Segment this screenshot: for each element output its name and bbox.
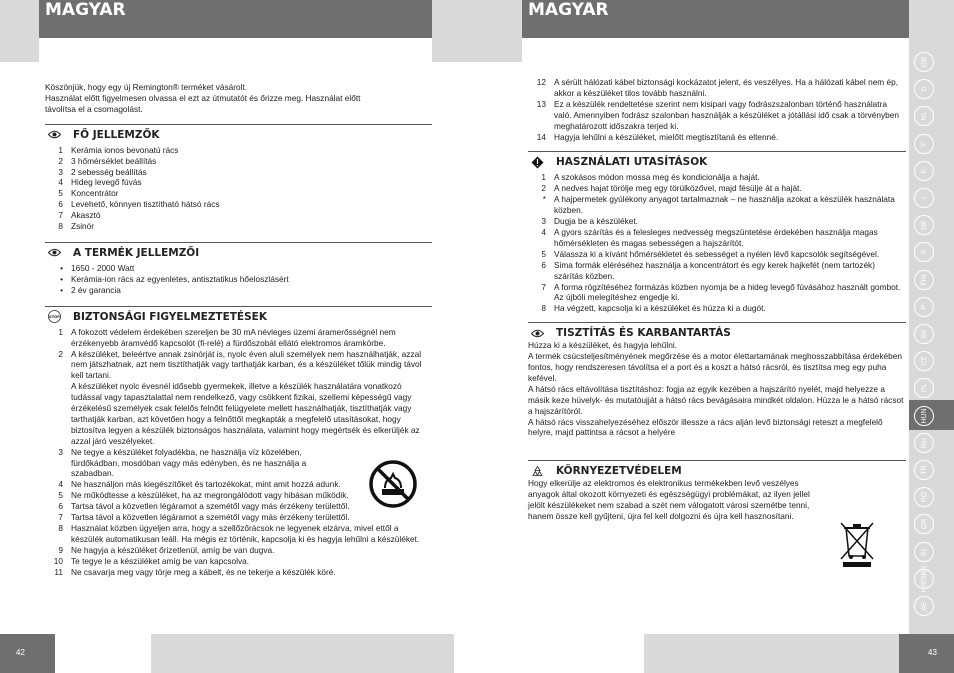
list-item xyxy=(45,156,432,167)
item-number: 10 xyxy=(53,555,63,566)
product-feature-list xyxy=(45,263,432,296)
item-text: Tartsa távol a közvetlen légáramot a szemétől vagy más érzékeny területtől. xyxy=(71,512,350,523)
item-text: 2 év garancia xyxy=(71,284,121,295)
environment-text: Hogy elkerülje az elektromos és elektronikus termékekben levő veszélyes anyagok által okozott környezeti és egészségügyi problémákat, az ilyen jellel jelölt készülékeket nem szabad a szét nem válogatott városi szemétbe tenni, hanem össze kell gyűjteni, újra fel kell dolgozni és újra kell hasznosítani. xyxy=(528,478,810,522)
list-item xyxy=(45,523,432,545)
item-text: 2 sebesség beállítás xyxy=(71,166,147,177)
item-number: 1 xyxy=(58,144,63,155)
language-tab[interactable]: P xyxy=(914,297,934,317)
language-tab[interactable]: SK xyxy=(914,324,934,344)
stop-icon xyxy=(48,310,61,323)
item-number: 9 xyxy=(58,544,63,555)
list-item xyxy=(528,260,906,282)
list-item xyxy=(45,167,432,178)
language-tab[interactable]: F xyxy=(914,134,934,154)
list-item xyxy=(45,349,432,382)
language-tab[interactable]: I xyxy=(914,188,934,208)
section-main-features xyxy=(45,124,432,232)
language-tab[interactable]: HR/SRB xyxy=(914,569,934,589)
language-tab[interactable]: GB xyxy=(914,52,934,72)
list-item xyxy=(528,77,906,99)
item-text: Sima formák eléréséhez használja a koncentrátort és egy kerek hajkefét (nem tartozék) szárítás közben. xyxy=(554,259,875,281)
item-number: 6 xyxy=(541,259,546,270)
item-text: Ne hagyja a készüléket őrizetlenül, amíg be van dugva. xyxy=(71,544,275,555)
eye-icon xyxy=(48,128,61,141)
list-item xyxy=(45,545,432,556)
list-item xyxy=(45,188,432,199)
list-item xyxy=(45,381,432,446)
item-text: Válassza ki a kívánt hőmérsékletet és sebességet a nyélen lévő kapcsolók segítségével. xyxy=(554,248,880,259)
footer-left xyxy=(0,634,55,673)
language-tab[interactable]: E xyxy=(914,161,934,181)
section-title: TISZTÍTÁS ÉS KARBANTARTÁS xyxy=(556,327,731,340)
feature-list xyxy=(45,145,432,232)
item-text: A nedves hajat törölje meg egy törülközővel, majd fésülje át a haját. xyxy=(554,183,802,194)
item-text: A készüléket nyolc évesnél idősebb gyermekek, illetve a készülék használatára vonatkozó tudással vagy tapasztalattal nem rendelkező, vagy csökkent fizikai, szellemi képességű vagy érzékelésű személyek csak felelős felnőtt felügyelete mellett használhatják, tisztíthatják vagy tarthatják karban, azt követően hogy a felnőttől megkapták a megfelelő utasításokat, hogy biztosítva legyen a készülék biztonságos használata, valamint hogy megértsék és elkerüljék az azzal járó veszélyeket. xyxy=(71,381,420,446)
list-item xyxy=(45,556,432,567)
usage-list xyxy=(528,172,906,314)
item-text: A gyors szárítás és a felesleges nedvesség megszüntetése érdekében használja magas hőmérsékleten és magas sebességen a hajszárítót. xyxy=(554,226,878,248)
item-text: Zsinór xyxy=(71,221,95,232)
header-gap-left xyxy=(39,38,432,62)
item-text: Ez a készülék rendeltetése szerint nem kisipari vagy fodrászszalonban történő használatra való. Amennyiben fodrász szalonban használják a készüléket a jótállási idő csak a törvényben meghatározott időszakra terjed ki. xyxy=(554,98,899,131)
no-water-icon xyxy=(368,459,418,514)
item-text: Koncentrátor xyxy=(71,188,119,199)
item-number: 2 xyxy=(541,183,546,194)
item-text: 1650 - 2000 Watt xyxy=(71,262,135,273)
item-number: 5 xyxy=(541,248,546,259)
footer-gap xyxy=(476,634,644,673)
item-text: Kerámia-ion rács az egyenletes, antisztatikus hőeloszlásért xyxy=(71,273,289,284)
section-title: A TERMÉK JELLEMZŐI xyxy=(73,246,200,259)
recycle-icon xyxy=(531,465,544,478)
item-text: Akasztó xyxy=(71,210,101,221)
language-tab[interactable]: RO xyxy=(914,487,934,507)
language-tab[interactable]: CZ xyxy=(914,351,934,371)
item-number: 7 xyxy=(58,210,63,221)
svg-text:STOP: STOP xyxy=(49,315,60,320)
language-tab[interactable]: RU xyxy=(914,433,934,453)
item-number: 5 xyxy=(58,490,63,501)
list-item xyxy=(45,263,432,274)
item-number: 12 xyxy=(536,77,546,87)
list-item xyxy=(528,194,906,216)
list-item xyxy=(528,99,906,132)
cleaning-text: A termék csúcsteljesítményének megőrzése és a motor élettartamának meghosszabbítása érdekében fontos, hogy rendszeresen távolítsa el a port és a koszt a hátsó rácsról, és tisztítsa meg egy puha kefével. xyxy=(528,351,903,383)
list-item xyxy=(45,210,432,221)
item-number: 6 xyxy=(58,199,63,210)
section-cleaning xyxy=(528,322,906,438)
item-text: Ne használjon más kiegészítőket és tartozékokat, mint amit hozzá adunk. xyxy=(71,479,341,490)
list-item xyxy=(45,199,432,210)
item-text: 3 hőmérséklet beállítás xyxy=(71,155,157,166)
item-number xyxy=(45,381,71,446)
item-number: 8 xyxy=(58,523,63,533)
item-text: A szokásos módon mossa meg és kondicionálja a haját. xyxy=(554,172,760,183)
language-tab[interactable]: D xyxy=(914,79,934,99)
page-header-right: MAGYAR xyxy=(522,0,909,38)
item-number: 2 xyxy=(58,155,63,166)
language-tab[interactable]: HUN xyxy=(914,406,934,426)
page-number: 43 xyxy=(928,648,937,657)
language-tab[interactable]: AE xyxy=(914,596,934,616)
list-item xyxy=(45,567,432,578)
footer-band-left xyxy=(151,634,454,673)
cleaning-text: A hátsó rács visszahelyezéséhez először illessze a rács alján levő biztonsági reteszt a megfelelő helyre, majd pattintsa a rácsot a helyére xyxy=(528,416,883,438)
item-text: A készüléket, beleértve annak zsinórját is, nyolc éven aluli személyek nem használhatják, azzal nem játszhatnak, azt nem tisztíthatják vagy tarthatják karban, és a készüléket tőlük mindig távol kell tartani. xyxy=(71,348,422,381)
list-item xyxy=(528,216,906,227)
item-number: 4 xyxy=(541,226,546,237)
page-number: 42 xyxy=(16,648,25,657)
intro-line: távolítsa el a csomagolást. xyxy=(45,103,143,114)
language-tab[interactable]: DK xyxy=(914,215,934,235)
section-title: HASZNÁLATI UTASÍTÁSOK xyxy=(556,156,708,169)
item-text: Dugja be a készüléket. xyxy=(554,216,638,227)
list-item xyxy=(528,132,906,143)
item-number: * xyxy=(542,194,546,205)
language-tab[interactable]: S xyxy=(914,242,934,262)
section-title: FŐ JELLEMZŐK xyxy=(73,128,160,141)
item-text: A sérült hálózati kábel biztonsági kockázatot jelent, és veszélyes. Ha a hálózati kábel nem ép, akkor a készüléket tilos tovább használni. xyxy=(554,77,899,98)
intro-line: Köszönjük, hogy egy új Remington® terméket vásárolt. xyxy=(45,82,248,92)
item-number: 5 xyxy=(58,188,63,199)
item-number: 13 xyxy=(536,98,546,109)
safety-list xyxy=(45,327,432,578)
item-text: Használat közben ügyeljen arra, hogy a szellőzőrácsok ne legyenek elzárva, mivel ettől a készülék automatikusan leáll. Ha mégis ez történik, kapcsolja ki és hagyja lehűlni a készüléket. xyxy=(71,523,420,544)
language-tab[interactable]: TR xyxy=(914,460,934,480)
list-item xyxy=(45,274,432,285)
item-number: • xyxy=(60,284,63,295)
language-tab[interactable]: FIN xyxy=(914,270,934,290)
item-text: A fokozott védelem érdekében szereljen be 30 mA névleges üzemi áramerősségnél nem érzékenyebb áramvédő kapcsolót (fi-relé) a fürdőszobát ellátó elektromos áramkörbe. xyxy=(71,326,396,348)
item-number: 11 xyxy=(54,566,63,577)
item-number: 1 xyxy=(58,326,63,337)
continued-safety-list xyxy=(528,77,906,142)
page-header-left: MAGYAR xyxy=(39,0,432,38)
item-text: Tartsa távol a közvetlen légáramot a szemétől vagy más érzékeny területtől. xyxy=(71,501,350,512)
item-text: Hideg levegő fúvás xyxy=(71,177,142,188)
item-text: A forma rögzítéséhez formázás közben nyomja be a hideg levegő fúvásához használt gombot. Az újbóli melegítéshez engedje ki. xyxy=(554,281,901,303)
eye-icon xyxy=(531,327,544,340)
item-number: 2 xyxy=(58,348,63,359)
language-tab[interactable]: PL xyxy=(914,378,934,398)
cleaning-text: A hátsó rács eltávolítása tisztításhoz: fogja az egyik kezében a hajszárító nyelét, majd helyezze a másik keze hüvelyk- és mutatóujját a hátsó rács bevágásaira mindkét oldalon. Húzza le a hátsó rácsot a hajszárítóról. xyxy=(528,383,904,416)
weee-bin-icon xyxy=(836,520,878,573)
item-number: 4 xyxy=(58,479,63,490)
header-gap-right xyxy=(522,38,909,62)
list-item xyxy=(528,183,906,194)
language-tab[interactable]: NL xyxy=(914,106,934,126)
list-item xyxy=(528,282,906,304)
section-product-features xyxy=(45,242,432,296)
item-text: Ne működtesse a készüléket, ha az megrongálódott vagy hibásan működik. xyxy=(71,490,349,501)
section-environment xyxy=(528,460,906,522)
section-usage xyxy=(528,151,906,314)
item-text: Ne csavarja meg vagy törje meg a kábelt, és ne tekerje a készülék köré. xyxy=(71,566,336,577)
item-number: • xyxy=(60,273,63,284)
item-text: A hajpermetek gyúlékony anyagot tartalmaznak – ne használja azokat a készülék használata közben. xyxy=(554,194,895,216)
cleaning-text: Húzza ki a készüléket, és hagyja lehűlni. xyxy=(528,340,677,351)
item-number: 4 xyxy=(58,177,63,188)
list-item xyxy=(528,172,906,183)
item-number: 8 xyxy=(58,221,63,232)
list-item xyxy=(528,249,906,260)
item-text: Kerámia ionos bevonatú rács xyxy=(71,144,179,155)
language-tab[interactable]: GR xyxy=(914,514,934,534)
item-number: • xyxy=(60,262,63,273)
footer-band-right xyxy=(644,634,899,673)
item-number: 7 xyxy=(58,512,63,523)
list-item xyxy=(528,227,906,249)
language-tab[interactable]: SL xyxy=(914,542,934,562)
section-title: KÖRNYEZETVÉDELEM xyxy=(556,465,682,478)
warning-icon xyxy=(531,156,544,169)
item-text: Te tegye le a készüléket amíg be van kapcsolva. xyxy=(71,555,250,566)
list-item xyxy=(528,303,906,314)
item-text: Ha végzett, kapcsolja ki a készüléket és húzza ki a dugót. xyxy=(554,303,766,314)
eye-icon xyxy=(48,246,61,259)
item-text: Hagyja lehűlni a készüléket, mielőtt megtisztítaná és eltenné. xyxy=(554,131,779,142)
right-column xyxy=(528,77,906,522)
item-number: 3 xyxy=(58,166,63,177)
list-item xyxy=(45,145,432,156)
list-item xyxy=(45,327,432,349)
item-number: 14 xyxy=(536,131,546,142)
item-text: Levehető, könnyen tisztítható hátsó rács xyxy=(71,199,220,210)
section-title: BIZTONSÁGI FIGYELMEZTETÉSEK xyxy=(73,310,267,323)
item-number: 3 xyxy=(541,216,546,227)
intro-line: Használat előtt figyelmesen olvassa el ezt az útmutatót és őrizze meg. Használat előtt xyxy=(45,92,361,103)
item-number: 7 xyxy=(541,281,546,292)
list-item xyxy=(45,221,432,232)
item-number: 8 xyxy=(541,303,546,314)
item-number: 6 xyxy=(58,501,63,512)
section-safety-warnings xyxy=(45,306,432,578)
item-text: Ne tegye a készüléket folyadékba, ne használja víz közelében, fürdőkádban, mosdóban vagy más edényben, és ne használja a szabadban. xyxy=(71,446,307,479)
list-item xyxy=(45,177,432,188)
item-number: 3 xyxy=(58,446,63,457)
list-item xyxy=(45,285,432,296)
item-number: 1 xyxy=(541,172,546,183)
footer-right xyxy=(899,634,954,673)
